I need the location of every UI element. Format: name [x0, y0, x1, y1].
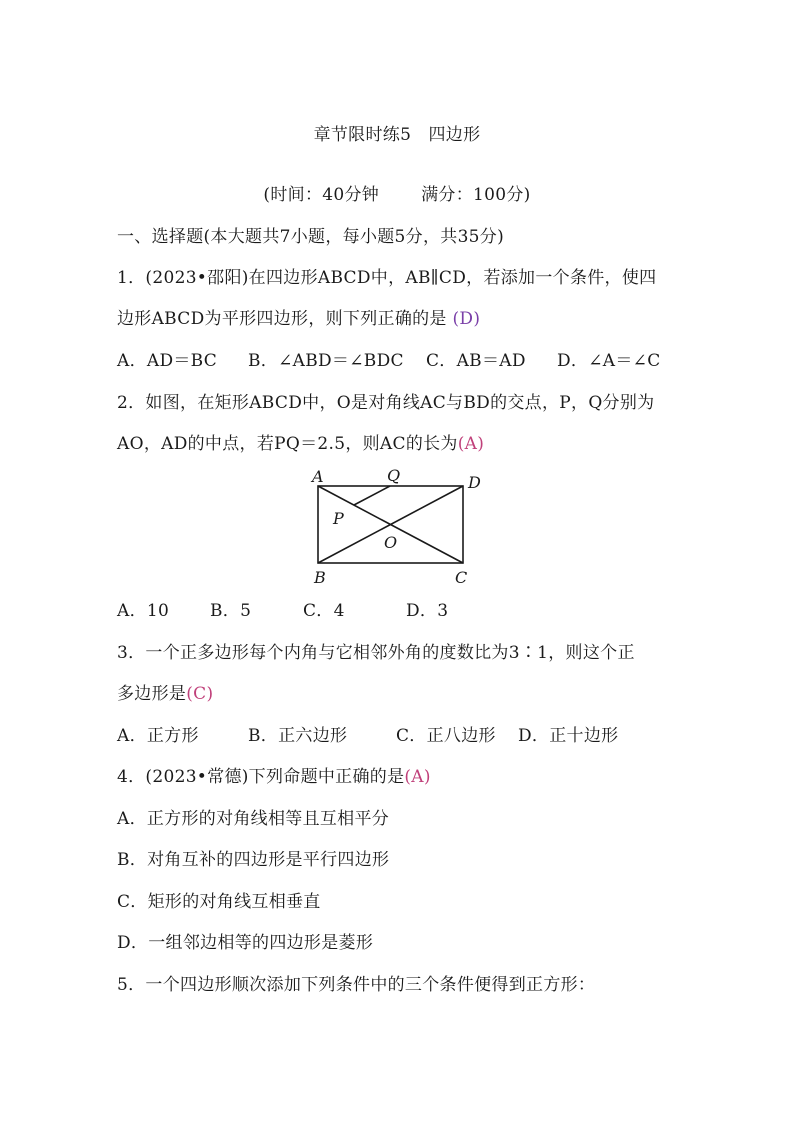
option-b: B．正六边形 — [248, 726, 348, 746]
question-4-option-c: C．矩形的对角线互相垂直 — [117, 892, 321, 912]
full-score: 满分：100分) — [421, 185, 531, 205]
question-3-text: 多边形是 — [117, 684, 187, 704]
question-5-line-1: 5．一个四边形顺次添加下列条件中的三个条件便得到正方形： — [117, 975, 596, 995]
question-2-line-2 — [117, 433, 484, 455]
question-3-line-1: 3．一个正多边形每个内角与它相邻外角的度数比为3∶1，则这个正 — [117, 643, 635, 663]
option-a: A．AD＝BC — [117, 351, 218, 371]
question-1-line-2 — [117, 308, 480, 330]
question-2-answer: (A) — [457, 434, 485, 454]
question-4-answer: (A) — [404, 767, 431, 787]
option-c: C．正八边形 — [396, 726, 496, 746]
question-1-options — [117, 350, 661, 372]
question-2-text: AO，AD的中点，若PQ＝2.5，则AC的长为 — [117, 434, 458, 454]
label-b: B — [314, 568, 326, 587]
time-limit: (时间：40分钟 — [263, 185, 380, 205]
label-p: P — [333, 509, 344, 528]
option-b: B．5 — [210, 601, 252, 621]
question-4-option-b: B．对角互补的四边形是平行四边形 — [117, 850, 390, 870]
question-4-text: 4．(2023•常德)下列命题中正确的是 — [117, 767, 405, 787]
label-o: O — [384, 533, 398, 552]
question-1-answer: (D) — [452, 309, 481, 329]
page-subtitle — [0, 184, 794, 206]
label-c: C — [455, 568, 468, 587]
page-title: 章节限时练5 四边形 — [313, 125, 481, 145]
question-4-option-a: A．正方形的对角线相等且互相平分 — [117, 809, 390, 829]
segment-pq — [354, 486, 390, 505]
option-c: C．AB＝AD — [426, 351, 526, 371]
option-d: D．3 — [406, 601, 449, 621]
option-d: D．∠A＝∠C — [557, 351, 661, 371]
section-heading: 一、选择题(本大题共7小题，每小题5分，共35分) — [117, 227, 505, 247]
option-c: C．4 — [303, 601, 345, 621]
question-3-options — [117, 725, 618, 747]
question-2-line-1: 2．如图，在矩形ABCD中，O是对角线AC与BD的交点，P，Q分别为 — [117, 393, 655, 413]
rectangle-figure — [300, 462, 490, 592]
question-4-line-1 — [117, 766, 431, 788]
option-d: D．正十边形 — [518, 726, 619, 746]
question-3-answer: (C) — [186, 684, 214, 704]
label-d: D — [468, 473, 481, 492]
option-a: A．正方形 — [117, 726, 199, 746]
option-a: A．10 — [117, 601, 170, 621]
option-b: B．∠ABD＝∠BDC — [248, 351, 404, 371]
label-a: A — [312, 467, 324, 486]
question-3-line-2 — [117, 683, 213, 705]
question-1-text: 边形ABCD为平形四边形，则下列正确的是 — [117, 309, 447, 329]
question-1-line-1: 1．(2023•邵阳)在四边形ABCD中，AB∥CD，若添加一个条件，使四 — [117, 268, 657, 288]
label-q: Q — [387, 466, 401, 485]
question-2-options — [117, 600, 448, 622]
question-4-option-d: D．一组邻边相等的四边形是菱形 — [117, 933, 374, 953]
